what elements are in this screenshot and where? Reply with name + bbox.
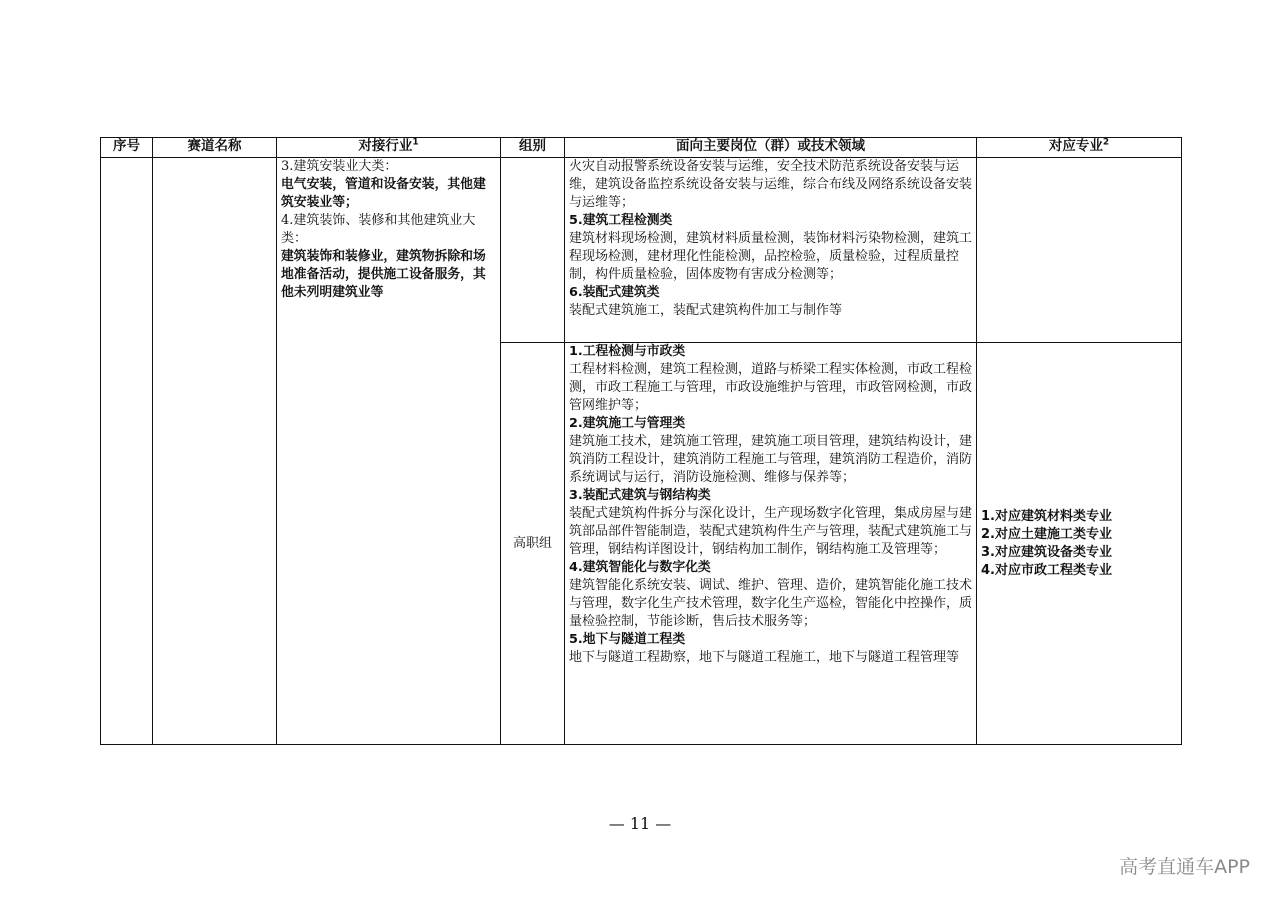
category-body: 建筑智能化系统安装、调试、维护、管理、造价，建筑智能化施工技术与管理，数字化生产技术管理，数字化生产巡检，智能化中控操作，质量检验控制，节能诊断，售后技术服务等；: [569, 578, 973, 629]
major-item: 1.对应建筑材料类专业: [981, 508, 1112, 524]
major-item: 2.对应土建施工类专业: [981, 526, 1112, 542]
category-body: 建筑施工技术，建筑施工管理，建筑施工项目管理，建筑结构设计，建筑消防工程设计，建筑消防工程施工与管理，建筑消防工程造价，消防系统调试与运行，消防设施检测、维修与保养等；: [569, 434, 973, 485]
category-title: 5.地下与隧道工程类: [569, 632, 686, 647]
seq-cell: [101, 158, 153, 745]
industry-cell: [277, 158, 501, 745]
category-body: 建筑材料现场检测，建筑材料质量检测，装饰材料污染物检测，建筑工程现场检测，建材理化性能检测，品控检验，质量检验，过程质量控制，构件质量检验，固体废物有害成分检测等；: [569, 231, 973, 282]
positions-intro: 火灾自动报警系统设备安装与运维，安全技术防范系统设备安装与运维，建筑设备监控系统设备安装与运维，综合布线及网络系统设备安装与运维等；: [569, 159, 973, 210]
group-cell-row2: 高职组: [501, 343, 565, 745]
header-seq: 序号: [101, 138, 153, 158]
category-body: 工程材料检测，建筑工程检测，道路与桥梁工程实体检测，市政工程检测，市政工程施工与管理，市政设施维护与管理，市政管网检测，市政管网维护等；: [569, 362, 973, 413]
category-body: 地下与隧道工程勘察，地下与隧道工程施工，地下与隧道工程管理等: [569, 650, 960, 665]
category-title: 3.装配式建筑与钢结构类: [569, 488, 711, 503]
watermark-text: 高考直通车APP: [1119, 856, 1250, 878]
category-title: 5.建筑工程检测类: [569, 213, 673, 228]
header-industry-label: 对接行业: [358, 138, 413, 154]
requirements-table: [100, 137, 1182, 745]
header-track: 赛道名称: [153, 138, 277, 158]
table-row: [101, 158, 1182, 343]
industry-item-4-title: 4.建筑装饰、装修和其他建筑业大类：: [281, 213, 476, 246]
page-number: — 11 —: [608, 814, 672, 833]
industry-item-3-body: 电气安装，管道和设备安装，其他建筑安装业等；: [281, 177, 486, 210]
category-title: 1.工程检测与市政类: [569, 344, 686, 359]
industry-item-4-body: 建筑装饰和装修业，建筑物拆除和场地准备活动，提供施工设备服务，其他未列明建筑业等: [281, 249, 486, 300]
major-cell-row2: [977, 343, 1182, 745]
major-cell-row1: [977, 158, 1182, 343]
header-major: [977, 138, 1182, 158]
category-title: 2.建筑施工与管理类: [569, 416, 686, 431]
group-cell-row1: [501, 158, 565, 343]
category-body: 装配式建筑构件拆分与深化设计，生产现场数字化管理，集成房屋与建筑部品部件智能制造，装配式建筑构件生产与管理，装配式建筑施工与管理，钢结构详图设计，钢结构加工制作，钢结构施工及管理等；: [569, 506, 973, 557]
category-title: 6.装配式建筑类: [569, 285, 660, 300]
positions-cell-row1: [565, 158, 977, 343]
header-positions: 面向主要岗位（群）或技术领域: [565, 138, 977, 158]
header-major-footnote: 2: [1102, 137, 1110, 148]
header-major-label: 对应专业: [1048, 138, 1103, 154]
track-cell: [153, 158, 277, 745]
industry-item-3-title: 3.建筑安装业大类：: [281, 159, 398, 174]
major-item: 4.对应市政工程类专业: [981, 562, 1112, 578]
positions-cell-row2: [565, 343, 977, 745]
category-title: 4.建筑智能化与数字化类: [569, 560, 711, 575]
category-body: 装配式建筑施工，装配式建筑构件加工与制作等: [569, 303, 843, 318]
major-item: 3.对应建筑设备类专业: [981, 544, 1112, 560]
header-group: 组别: [501, 138, 565, 158]
header-industry-footnote: 1: [412, 137, 419, 148]
table-header-row: [101, 138, 1182, 158]
header-industry: [277, 138, 501, 158]
